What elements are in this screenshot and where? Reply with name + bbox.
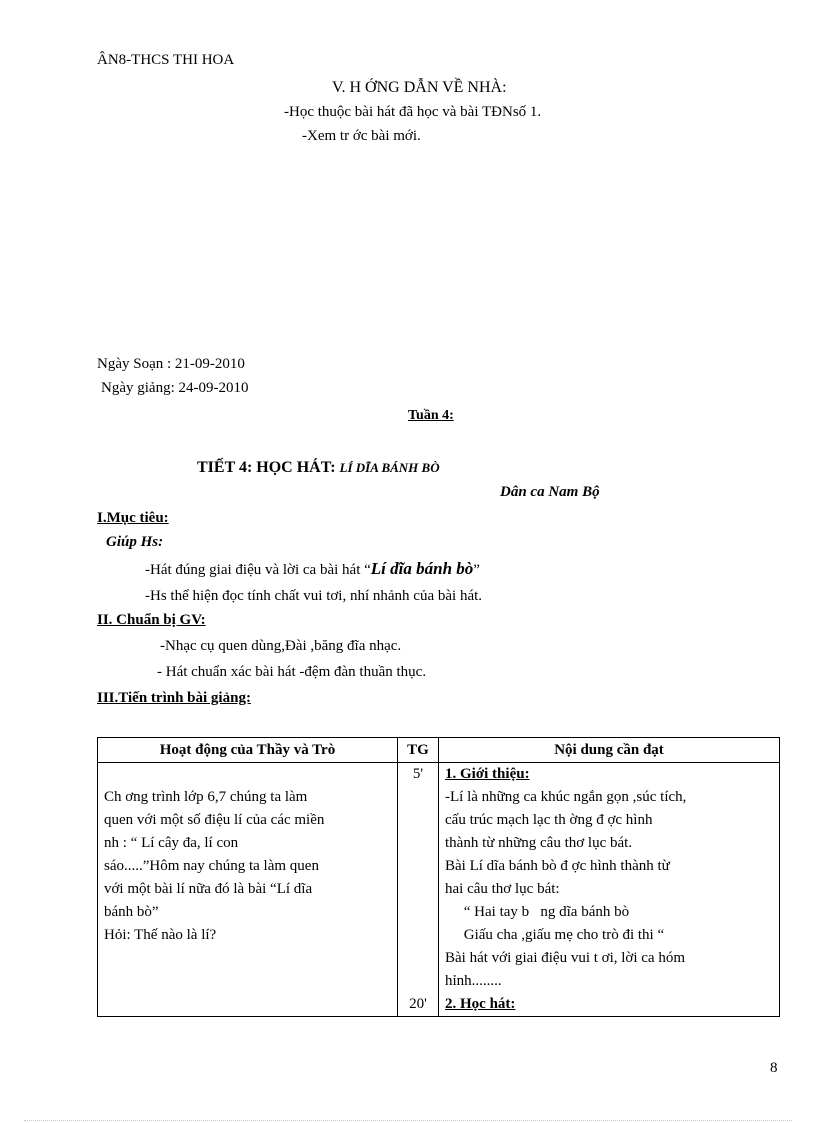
lesson-origin: Dân ca Nam Bộ (500, 484, 600, 500)
tg-value-1: 5' (412, 766, 424, 782)
objective-item-1-prefix: -Hát đúng giai điệu và lời ca bài hát “ (145, 562, 371, 578)
preparation-heading: II. Chuẩn bị GV: (97, 612, 206, 628)
table-header-row (98, 738, 780, 763)
objective-item-1 (145, 559, 480, 580)
page-number: 8 (770, 1060, 778, 1076)
objective-item-2: -Hs thể hiện đọc tính chất vui tơi, nhí nhảnh của bài hát. (145, 588, 483, 604)
content-line: hai câu thơ lục bát: (445, 881, 560, 897)
activity-line: nh : “ Lí cây đa, lí con (104, 835, 239, 851)
homework-line-2: -Xem tr ớc bài mới. (302, 128, 421, 144)
activity-line: với một bài lí nữa đó là bài “Lí dĩa (104, 881, 313, 897)
tg-value-2: 20' (409, 996, 427, 1012)
activity-cell (98, 763, 398, 1017)
activity-line: Hỏi: Thế nào là lí? (104, 927, 217, 943)
lesson-plan-table (97, 737, 780, 1017)
content-line: Bài Lí dĩa bánh bò đ ợc hình thành từ (445, 858, 670, 874)
objective-item-1-song: Lí dĩa bánh bò (370, 559, 474, 578)
content-line: hỉnh........ (445, 973, 502, 989)
school-header: ÂN8-THCS THI HOA (97, 52, 235, 68)
activity-line: sáo.....”Hôm nay chúng ta làm quen (104, 858, 319, 874)
content-line: Giấu cha ,giấu mẹ cho trò đi thi “ (445, 927, 665, 943)
footer-divider (24, 1120, 792, 1121)
content-line: cấu trúc mạch lạc th ờng đ ợc hình (445, 812, 653, 828)
objectives-sub: Giúp Hs: (106, 534, 164, 550)
header-activity: Hoạt động của Thầy và Trò (98, 738, 398, 763)
content-heading-2: 2. Học hát: (445, 996, 516, 1012)
homework-line-1: -Học thuộc bài hát đã học và bài TĐNsố 1. (284, 104, 542, 120)
content-heading-1: 1. Giới thiệu: (445, 766, 530, 782)
content-line: Bài hát với giai điệu vui t ơi, lời ca hóm (445, 950, 686, 966)
objectives-heading: I.Mục tiêu: (97, 510, 169, 526)
content-line: thành từ những câu thơ lục bát. (445, 835, 633, 851)
preparation-item-2: - Hát chuẩn xác bài hát -đệm đàn thuần thục. (157, 664, 427, 680)
week-label: Tuần 4: (408, 408, 454, 423)
table-row (98, 763, 780, 1017)
activity-line: bánh bò” (104, 904, 159, 920)
date-giang: Ngày giảng: 24-09-2010 (101, 380, 249, 396)
preparation-item-1: -Nhạc cụ quen dùng,Đài ,băng đĩa nhạc. (160, 638, 402, 654)
homework-title: V. H ỚNG DẪN VỀ NHÀ: (332, 79, 507, 96)
activity-line: quen với một số điệu lí của các miền (104, 812, 325, 828)
lesson-song: LÍ DĨA BÁNH BÒ (339, 460, 440, 475)
header-tg: TG (398, 738, 439, 763)
date-soan: Ngày Soạn : 21-09-2010 (97, 356, 245, 372)
objective-item-1-suffix: ” (473, 562, 480, 578)
content-line: “ Hai tay b ng dĩa bánh bò (445, 904, 630, 920)
activity-line: Ch ơng trình lớp 6,7 chúng ta làm (104, 789, 308, 805)
lesson-prefix: TIẾT 4: HỌC HÁT: (197, 459, 336, 476)
content-line: -Lí là những ca khúc ngắn gọn ,súc tích, (445, 789, 687, 805)
tg-cell (398, 763, 439, 1017)
header-content: Nội dung cần đạt (439, 738, 780, 763)
content-cell (439, 763, 780, 1017)
lesson-title (197, 458, 440, 478)
process-heading: III.Tiến trình bài giảng: (97, 690, 251, 706)
